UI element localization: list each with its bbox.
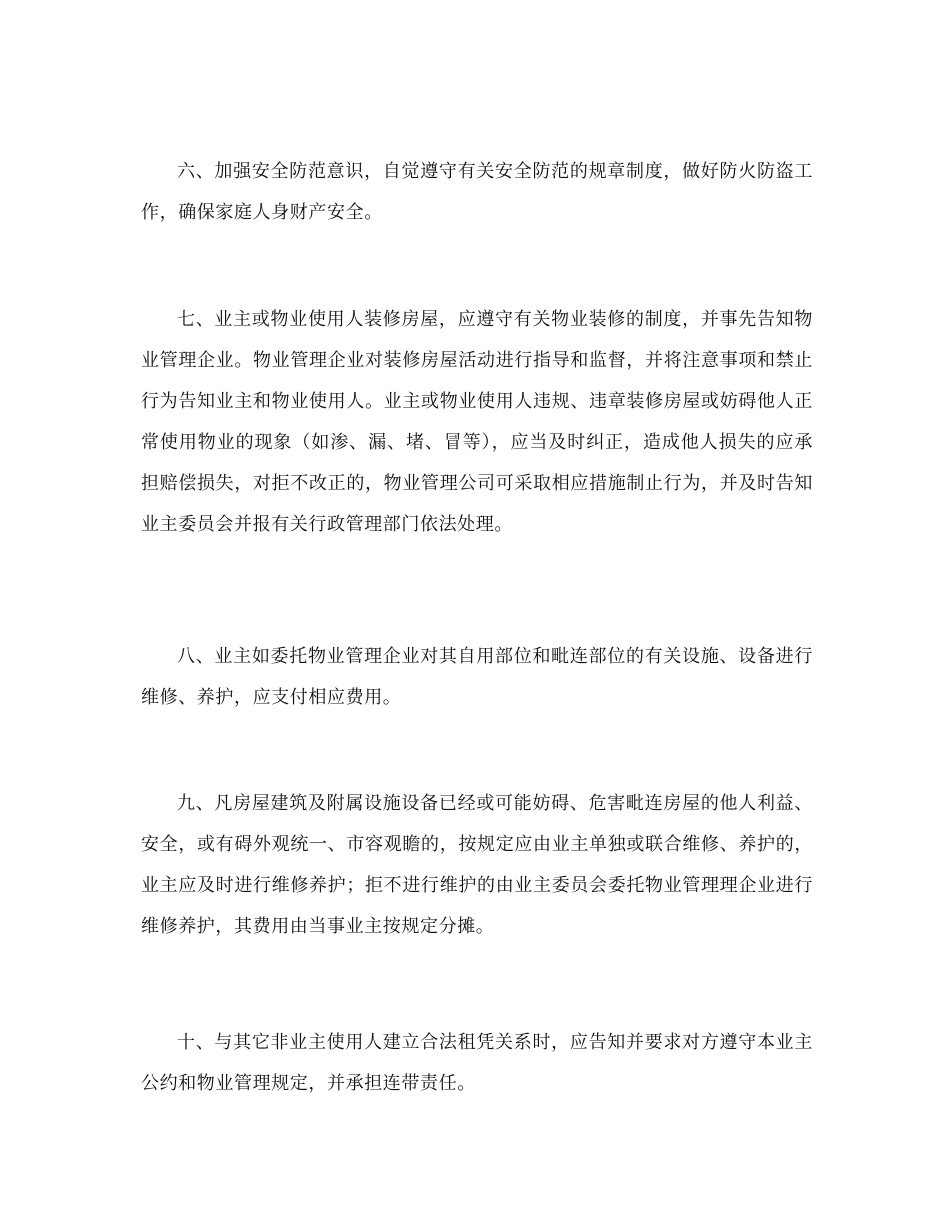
clause-10-paragraph: 十、与其它非业主使用人建立合法租凭关系时，应告知并要求对方遵守本业主公约和物业管理规定，并承担连带责任。 xyxy=(141,1032,813,1094)
clause-6-paragraph: 六、加强安全防范意识，自觉遵守有关安全防范的规章制度，做好防火防盗工作，确保家庭人身财产安全。 xyxy=(141,161,813,223)
clause-8-paragraph: 八、业主如委托物业管理企业对其自用部位和毗连部位的有关设施、设备进行维修、养护，应支付相应费用。 xyxy=(141,646,813,708)
clause-7-paragraph: 七、业主或物业使用人装修房屋，应遵守有关物业装修的制度，并事先告知物业管理企业。物业管理企业对装修房屋活动进行指导和监督，并将注意事项和禁止行为告知业主和物业使用人。业主或物业使用人违规、违章装修房屋或妨碍他人正常使用物业的现象（如渗、漏、堵、冒等），应当及时纠正，造成他人损失的应承担赔偿损失，对拒不改正的，物业管理公司可采取相应措施制止行为，并及时告知业主委员会并报有关行政管理部门依法处理。 xyxy=(141,309,813,535)
clause-9-paragraph: 九、凡房屋建筑及附属设施设备已经或可能妨碍、危害毗连房屋的他人利益、安全，或有碍外观统一、市容观瞻的，按规定应由业主单独或联合维修、养护的，业主应及时进行维修养护；拒不进行维护的由业主委员会委托物业管理理企业进行维修养护，其费用由当事业主按规定分摊。 xyxy=(141,793,813,937)
